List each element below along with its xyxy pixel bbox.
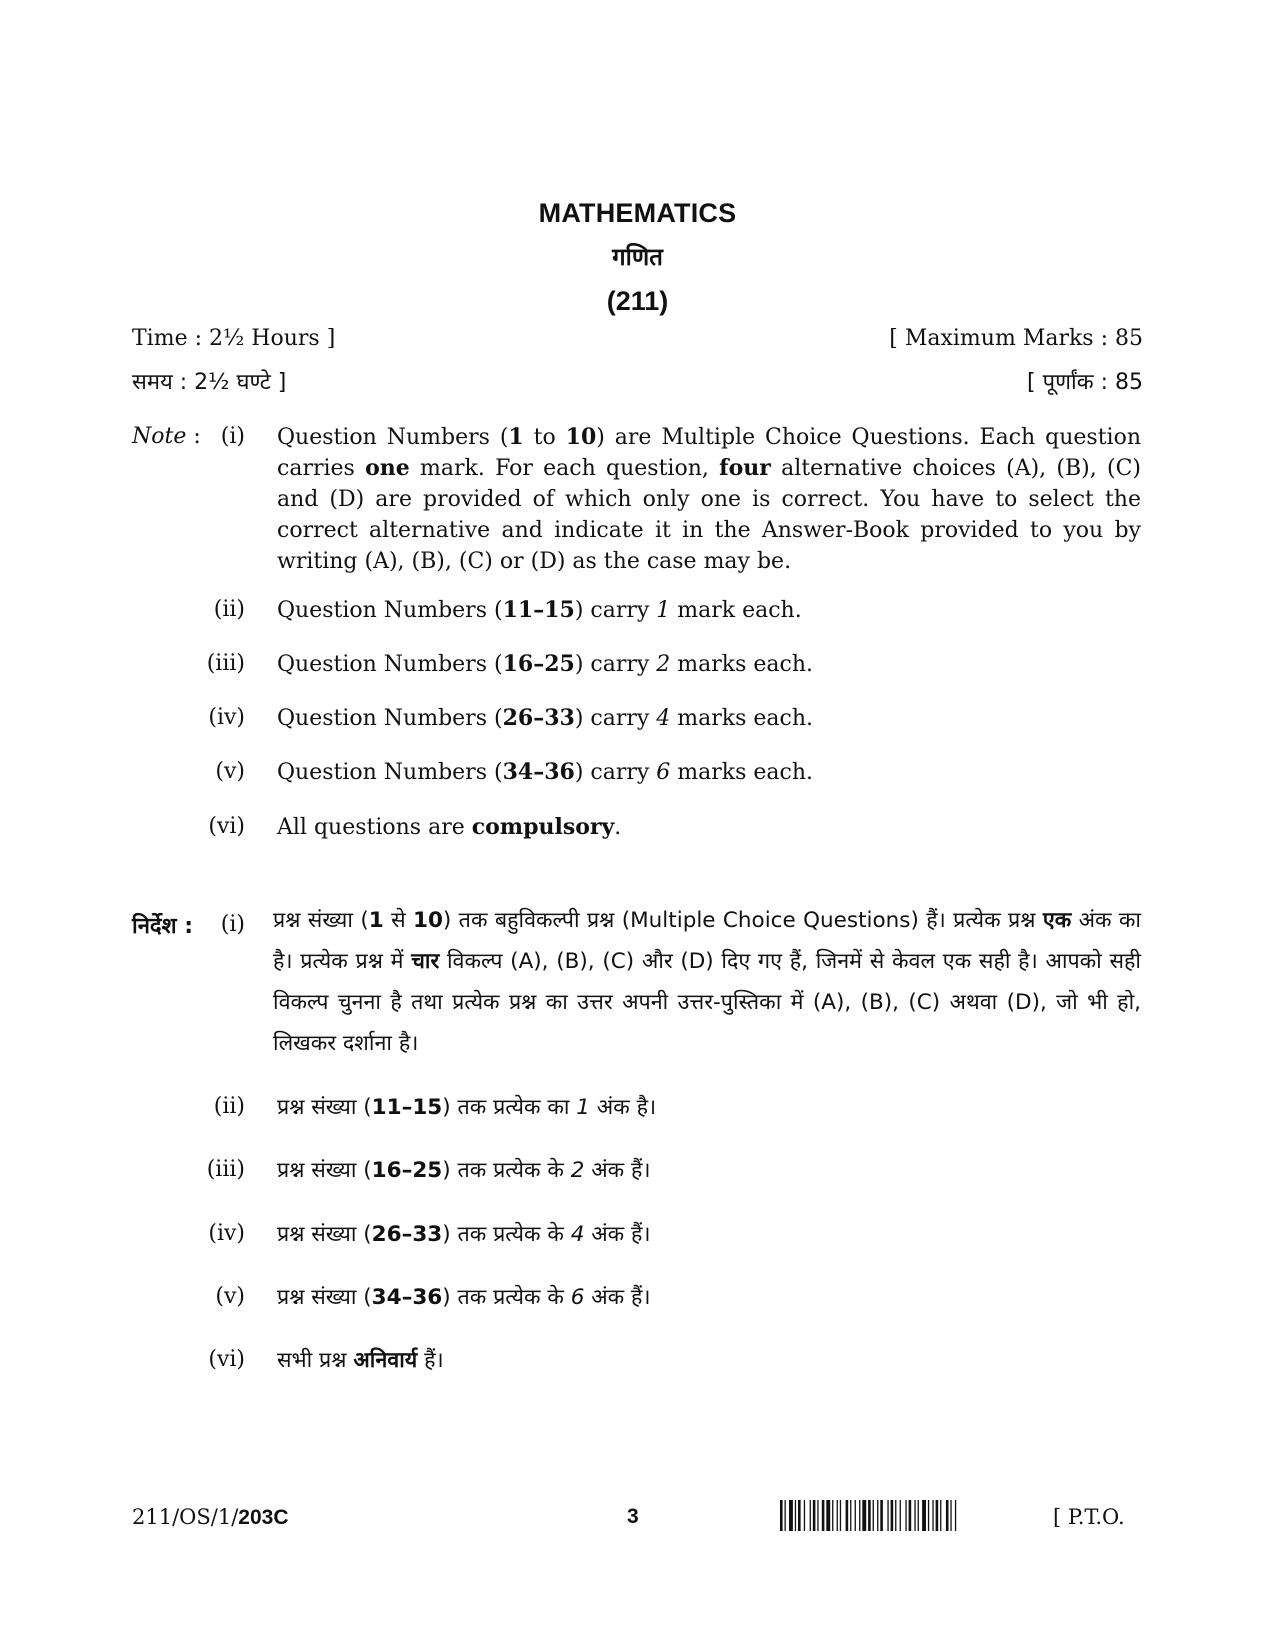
note-en-num-1: (i)	[220, 424, 245, 449]
note-en-item-3: Question Numbers (16–25) carry 2 marks each.	[277, 651, 814, 677]
note-label: Note :	[132, 424, 201, 449]
note-hi-num-5: (v)	[215, 1284, 245, 1309]
time-english: Time : 2½ Hours ]	[132, 326, 336, 351]
note-hi-item-2: प्रश्न संख्या (11–15) तक प्रत्येक का 1 अंक है।	[277, 1095, 657, 1120]
pto-label: [ P.T.O.	[1053, 1505, 1125, 1529]
time-hindi: समय : 2½ घण्टे ]	[132, 370, 287, 395]
note-hi-num-6: (vi)	[208, 1347, 245, 1372]
page-number: 3	[627, 1505, 639, 1528]
max-marks-english: [ Maximum Marks : 85	[889, 326, 1143, 351]
note-hi-num-1: (i)	[220, 912, 245, 937]
note-hindi-label: निर्देश :	[132, 914, 194, 939]
note-en-num-5: (v)	[215, 759, 245, 784]
subject-code: (211)	[606, 286, 669, 316]
note-en-num-6: (vi)	[208, 814, 245, 839]
note-hi-num-3: (iii)	[206, 1157, 245, 1182]
paper-code: 211/OS/1/203C	[132, 1505, 289, 1529]
note-hi-num-4: (iv)	[208, 1221, 245, 1246]
subject-title-hindi: गणित	[612, 243, 663, 271]
note-en-item-6: All questions are compulsory.	[277, 814, 622, 840]
subject-title-english: MATHEMATICS	[538, 198, 737, 228]
max-marks-hindi: [ पूर्णांक : 85	[1027, 370, 1143, 395]
note-en-num-2: (ii)	[213, 597, 245, 622]
note-en-num-4: (iv)	[208, 705, 245, 730]
note-en-item-2: Question Numbers (11–15) carry 1 mark each.	[277, 597, 802, 623]
note-hi-item-1: प्रश्न संख्या (1 से 10) तक बहुविकल्पी प्रश्न (Multiple Choice Questions) हैं। प्रत्येक प्रश्न एक अंक का है। प्रत्येक प्रश्न में चार विकल्प (A), (B), (C) और (D) दिए गए हैं, जिनमें से केवल एक सही है। आपको सही विकल्प चुनना है तथा प्रत्येक प्रश्न का उत्तर अपनी उत्तर-पुस्तिका में (A), (B), (C) अथवा (D), जो भी हो, लिखकर दर्शाना है।	[273, 908, 1141, 1056]
note-en-item-4: Question Numbers (26–33) carry 4 marks each.	[277, 705, 814, 731]
note-hi-item-6: सभी प्रश्न अनिवार्य हैं।	[277, 1348, 444, 1373]
note-hi-num-2: (ii)	[213, 1094, 245, 1119]
note-en-item-5: Question Numbers (34–36) carry 6 marks each.	[277, 759, 814, 785]
note-en-num-3: (iii)	[206, 651, 245, 676]
note-en-item-1: Question Numbers (1 to 10) are Multiple Choice Questions. Each question carries one mark. For each question, four alternative choices (A), (B), (C) and (D) are provided of which only one is correct. You have to select the correct alternative and indicate it in the Answer-Book provided to you by writing (A), (B), (C) or (D) as the case may be.	[277, 424, 1141, 574]
barcode-image	[780, 1500, 1040, 1531]
note-hi-item-5: प्रश्न संख्या (34–36) तक प्रत्येक के 6 अंक हैं।	[277, 1285, 651, 1310]
note-hi-item-3: प्रश्न संख्या (16–25) तक प्रत्येक के 2 अंक हैं।	[277, 1158, 651, 1183]
note-hi-item-4: प्रश्न संख्या (26–33) तक प्रत्येक के 4 अंक हैं।	[277, 1222, 651, 1247]
